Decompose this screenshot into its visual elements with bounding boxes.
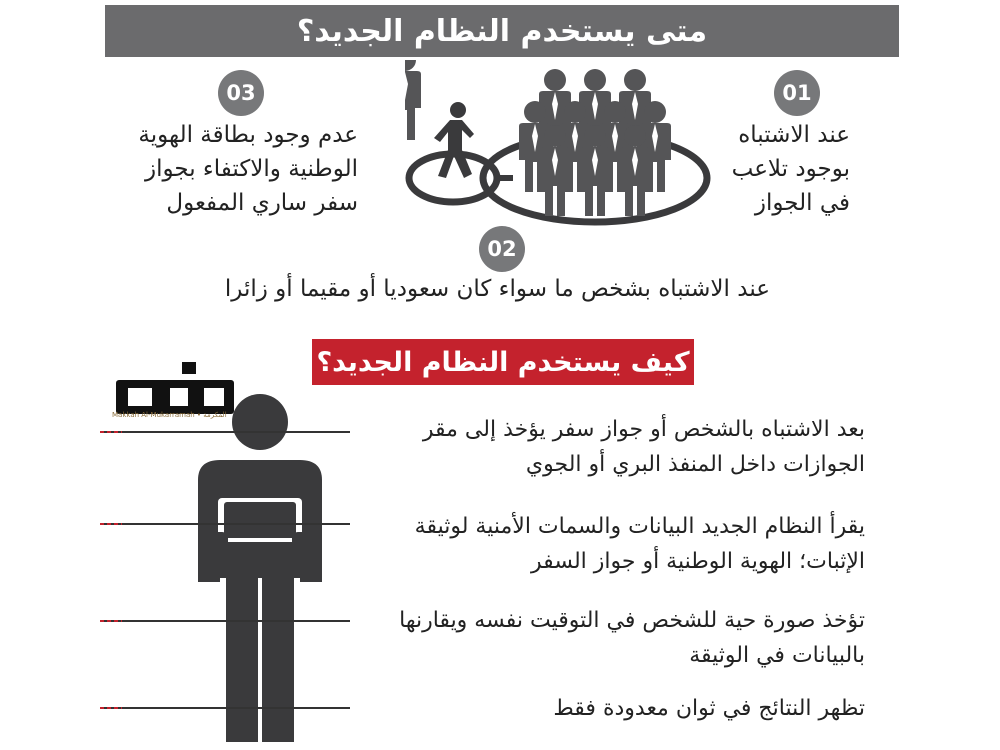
step-4-line (100, 707, 350, 709)
step-2-text: يقرأ النظام الجديد البيانات والسمات الأمنية لوثيقة الإثبات؛ الهوية الوطنية أو جواز السفر (414, 514, 865, 574)
step-1-text: بعد الاشتباه بالشخص أو جواز سفر يؤخذ إلى مقر الجوازات داخل المنفذ البري أو الجوي (422, 417, 865, 477)
item-01-text: عند الاشتباه بوجود تلاعب في الجواز (731, 122, 850, 216)
item-03-text: عدم وجود بطاقة الهوية الوطنية والاكتفاء بجواز سفر ساري المفعول (138, 122, 358, 216)
step-1-marker (100, 431, 122, 433)
top-banner: متى يستخدم النظام الجديد؟ (105, 5, 899, 57)
logo-subtitle: Makkah Al-Mukarramah • المكرمة (112, 411, 227, 419)
item-01-badge: 01 (774, 70, 820, 116)
step-4-text: تظهر النتائج في ثوان معدودة فقط (553, 696, 865, 721)
step-3-line (100, 620, 350, 622)
step-2-marker (100, 523, 122, 525)
step-3-text: تؤخذ صورة حية للشخص في التوقيت نفسه ويقارنها بالبيانات في الوثيقة (399, 608, 865, 668)
step-3-marker (100, 620, 122, 622)
step-4-marker (100, 707, 122, 709)
walking-person-icon (418, 100, 488, 190)
item-03-badge: 03 (218, 70, 264, 116)
step-1-line (100, 431, 350, 433)
how-banner: كيف يستخدم النظام الجديد؟ (312, 339, 694, 385)
item-02-badge: 02 (479, 226, 525, 272)
item-02-text: عند الاشتباه بشخص ما سواء كان سعوديا أو مقيما أو زائرا (224, 276, 770, 302)
step-2-line (100, 523, 350, 525)
person-with-tablet-icon (180, 392, 340, 742)
